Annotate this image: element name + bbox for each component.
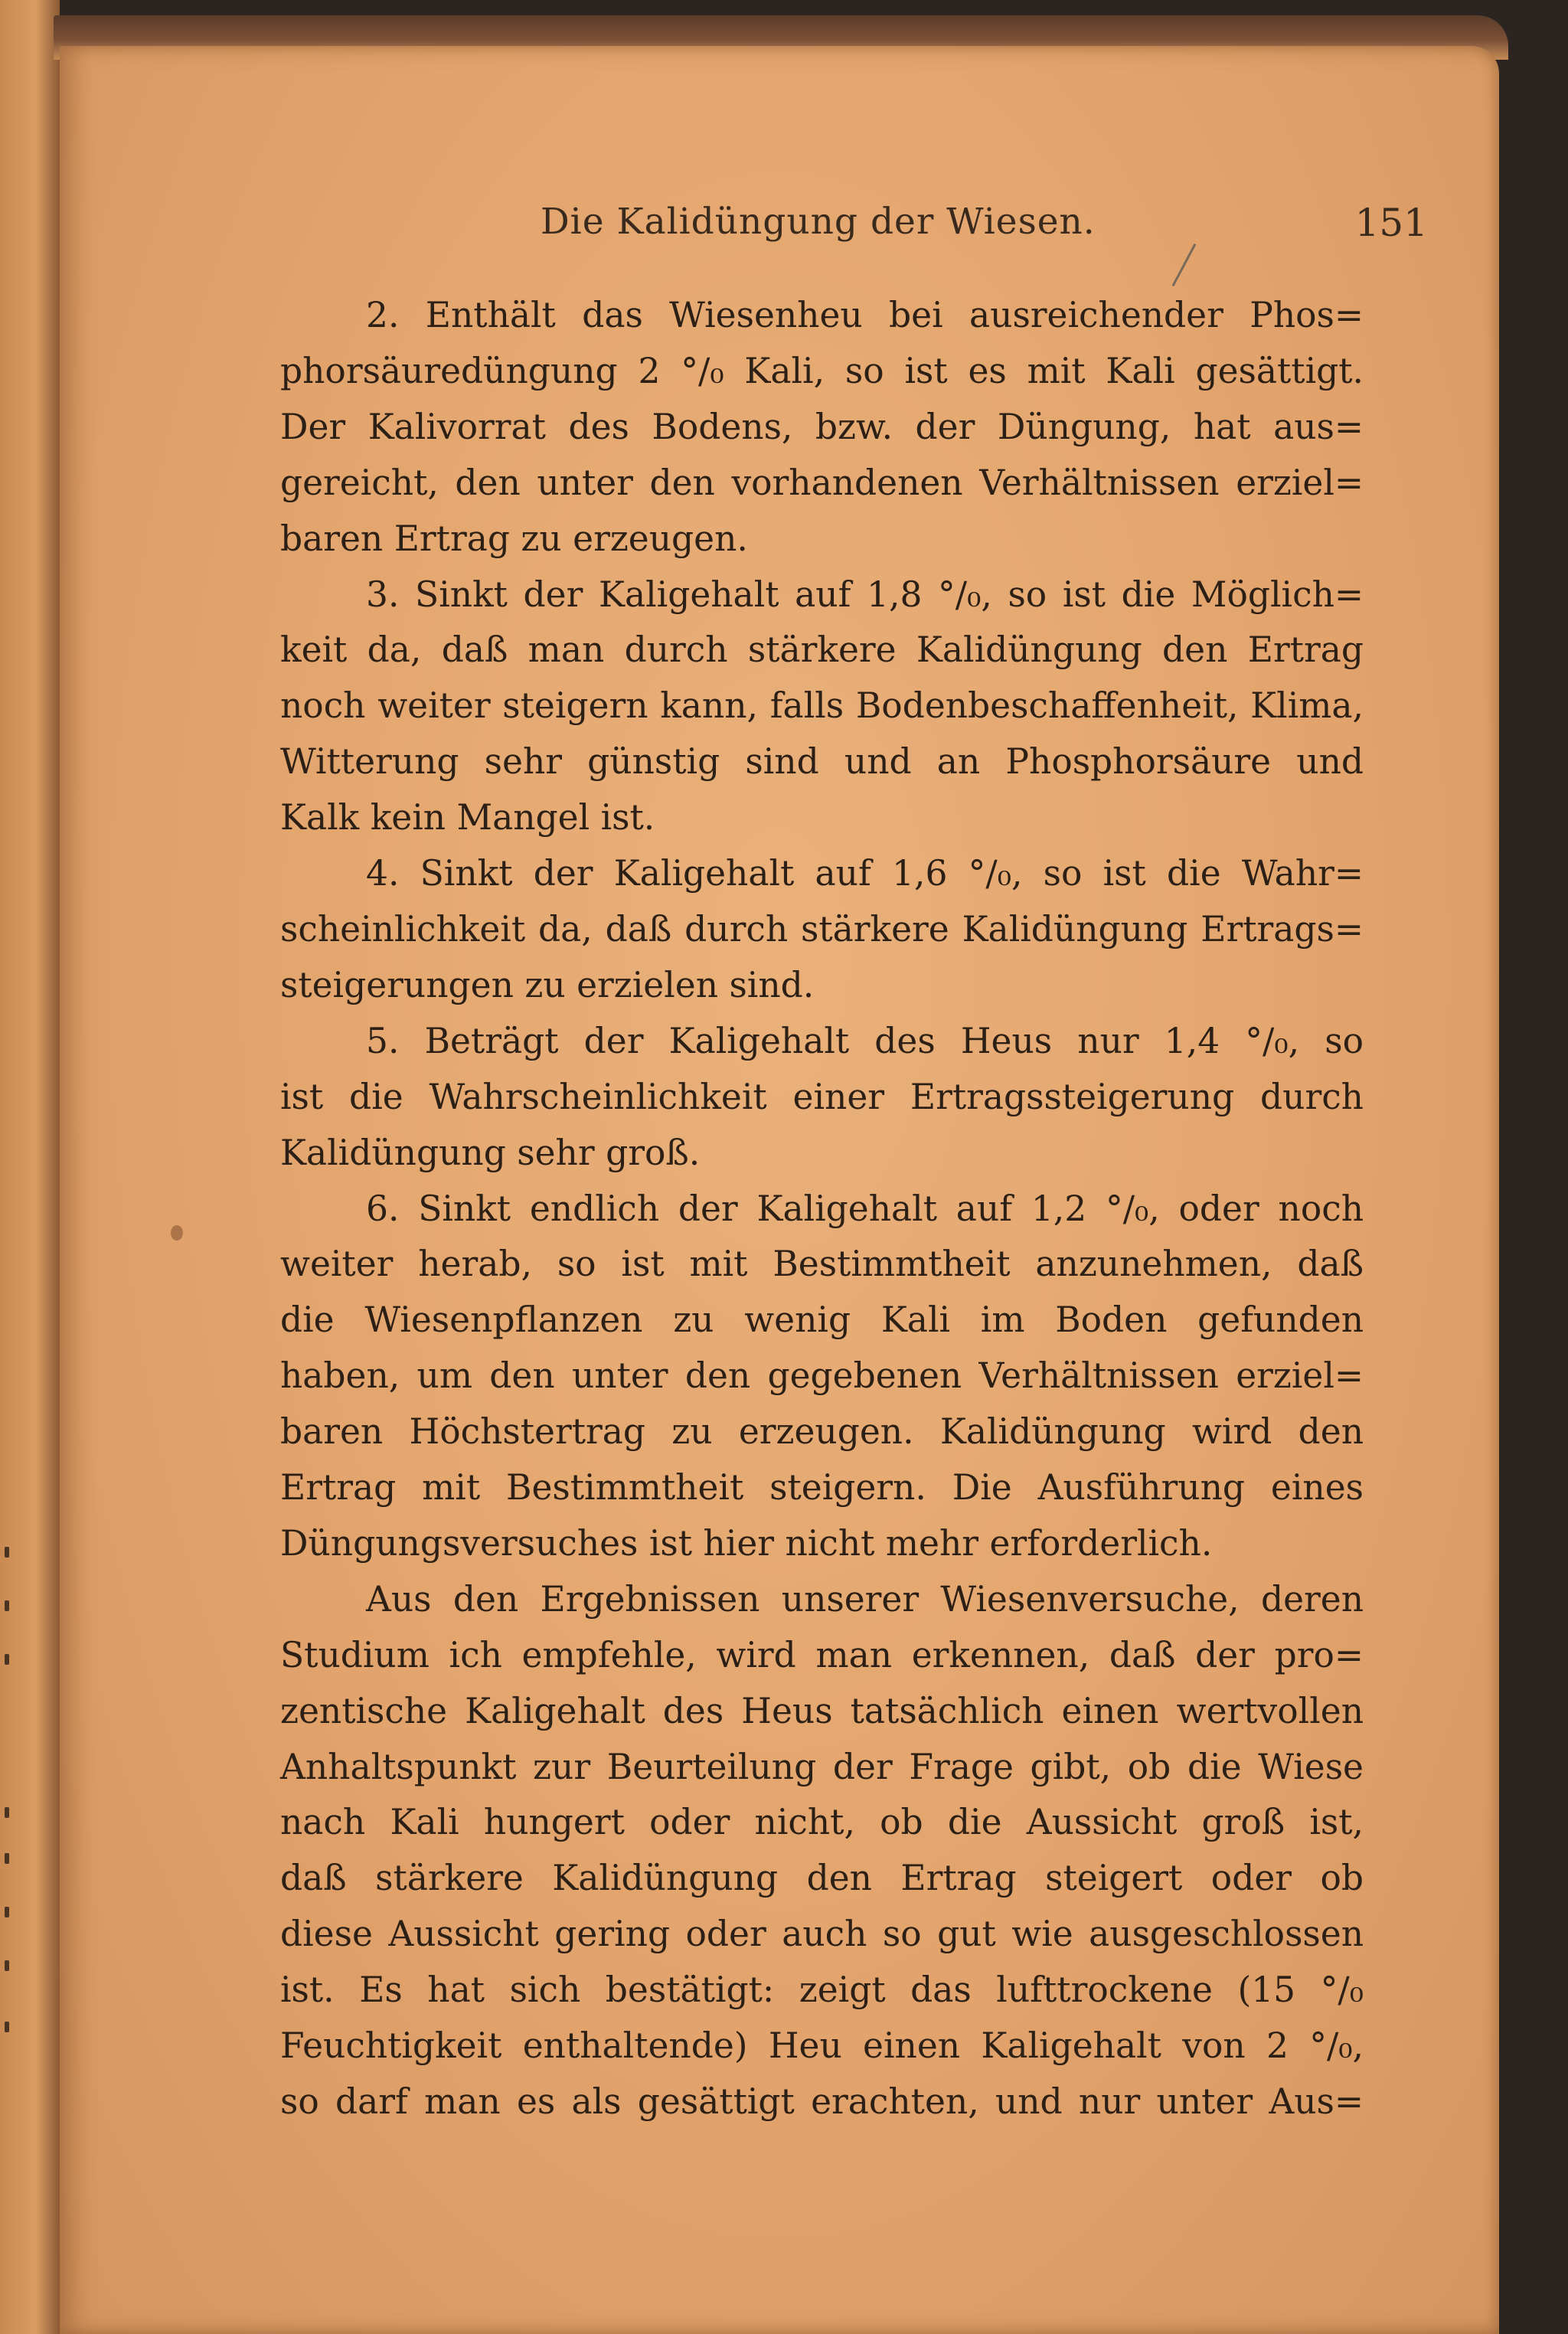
text-line: daß stärkere Kalidüngung den Ertrag steigert oder ob (280, 1858, 1364, 1899)
text-line: 5. Beträgt der Kaligehalt des Heus nur 1,4 °/₀, so (366, 1020, 1364, 1061)
text-line: ist die Wahrscheinlichkeit einer Ertragssteigerung durch (280, 1076, 1364, 1117)
text-line: baren Ertrag zu erzeugen. (280, 518, 748, 559)
text-line: Anhaltspunkt zur Beurteilung der Frage gibt, ob die Wiese (280, 1746, 1364, 1787)
gutter-mark (5, 1907, 9, 1917)
text-line: scheinlichkeit da, daß durch stärkere Kalidüngung Ertrags= (280, 908, 1364, 950)
text-line: noch weiter steigern kann, falls Bodenbeschaffenheit, Klima, (280, 685, 1364, 727)
page-number: 151 (1354, 201, 1428, 245)
text-line: so darf man es als gesättigt erachten, und nur unter Aus= (280, 2081, 1364, 2122)
text-line: Düngungsversuches ist hier nicht mehr erforderlich. (280, 1522, 1213, 1564)
text-line: baren Höchstertrag zu erzeugen. Kalidüngung wird den (280, 1411, 1364, 1453)
text-line: Kalidüngung sehr groß. (280, 1132, 701, 1173)
text-line: ist. Es hat sich bestätigt: zeigt das lufttrockene (15 °/₀ (280, 1970, 1364, 2011)
gutter-mark (5, 1960, 9, 1971)
gutter-mark (5, 1600, 9, 1611)
book-gutter (0, 0, 60, 2334)
running-header (541, 201, 1428, 254)
text-line: Aus den Ergebnissen unserer Wiesenversuche, deren (366, 1578, 1364, 1620)
ink-smudge (171, 1225, 183, 1241)
gutter-mark (5, 1853, 9, 1864)
text-line: gereicht, den unter den vorhandenen Verhältnissen erziel= (280, 462, 1364, 503)
text-line: steigerungen zu erzielen sind. (280, 964, 815, 1005)
text-line: 2. Enthält das Wiesenheu bei ausreichender Phos= (366, 295, 1364, 335)
gutter-mark (5, 2022, 9, 2032)
gutter-mark (5, 1807, 9, 1818)
text-line: Kalk kein Mangel ist. (280, 797, 655, 838)
text-line: weiter herab, so ist mit Bestimmtheit anzunehmen, daß (280, 1244, 1364, 1285)
text-line: die Wiesenpflanzen zu wenig Kali im Boden gefunden (280, 1299, 1364, 1341)
text-line: Studium ich empfehle, wird man erkennen, daß der pro= (280, 1634, 1364, 1675)
text-line: haben, um den unter den gegebenen Verhältnissen erziel= (280, 1355, 1364, 1397)
text-line: zentische Kaligehalt des Heus tatsächlich einen wertvollen (280, 1690, 1364, 1731)
text-line: 4. Sinkt der Kaligehalt auf 1,6 °/₀, so ist die Wahr= (366, 853, 1364, 894)
body-text (280, 288, 1364, 2130)
gutter-mark (5, 1654, 9, 1665)
text-line: Der Kalivorrat des Bodens, bzw. der Düngung, hat aus= (280, 406, 1364, 447)
text-line: Ertrag mit Bestimmtheit steigern. Die Ausführung eines (280, 1467, 1364, 1509)
text-line: 6. Sinkt endlich der Kaligehalt auf 1,2 °/₀, oder noch (366, 1188, 1364, 1229)
text-line: Witterung sehr günstig sind und an Phosphorsäure und (280, 741, 1364, 783)
text-line: nach Kali hungert oder nicht, ob die Aussicht groß ist, (280, 1802, 1364, 1843)
running-title: Die Kalidüngung der Wiesen. (541, 201, 1096, 243)
text-line: diese Aussicht gering oder auch so gut wie ausgeschlossen (280, 1914, 1364, 1955)
text-line: phorsäuredüngung 2 °/₀ Kali, so ist es mit Kali gesättigt. (280, 350, 1364, 391)
text-line: keit da, daß man durch stärkere Kalidüngung den Ertrag (280, 629, 1364, 671)
text-line: 3. Sinkt der Kaligehalt auf 1,8 °/₀, so ist die Möglich= (366, 574, 1364, 615)
text-line: Feuchtigkeit enthaltende) Heu einen Kaligehalt von 2 °/₀, (280, 2025, 1364, 2067)
gutter-mark (5, 1547, 9, 1558)
